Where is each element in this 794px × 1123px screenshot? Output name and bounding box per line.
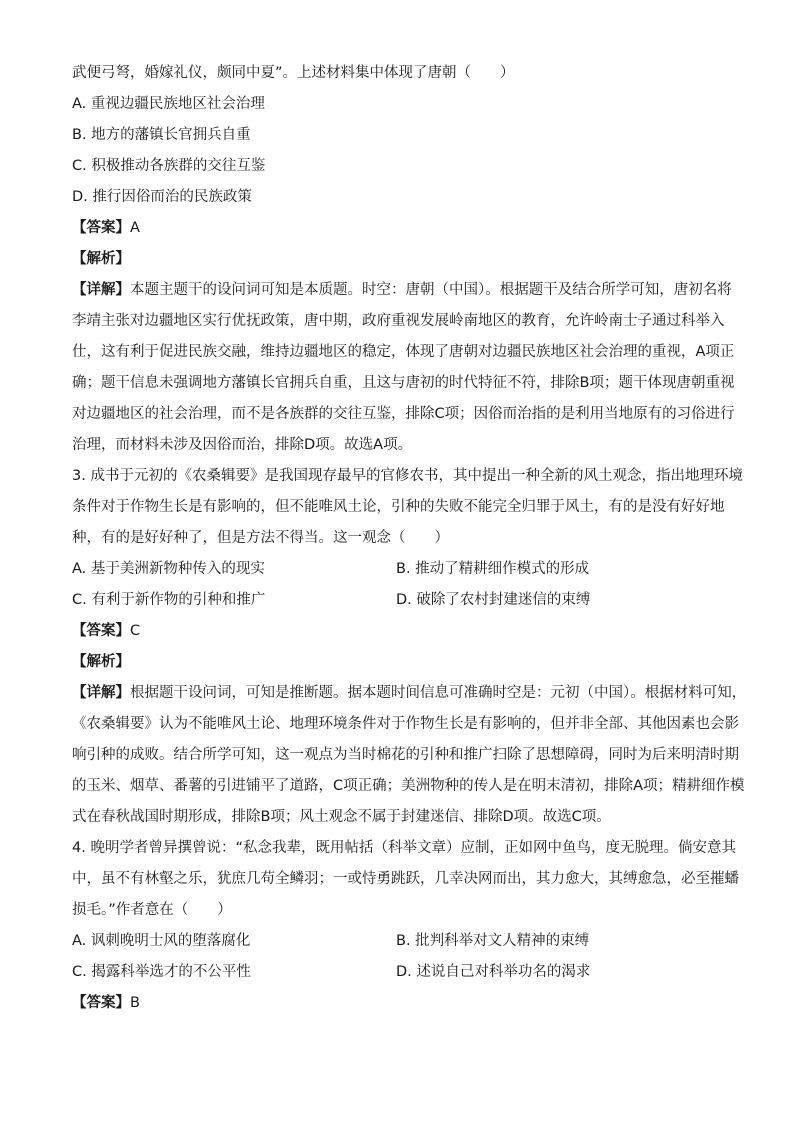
q3-option-d: D. 破除了农村封建迷信的束缚 xyxy=(396,592,591,608)
q2-option-c: C. 积极推动各族群的交往互鉴 xyxy=(72,158,266,174)
q3-detail-line: 式在春秋战国时期形成，排除B项；风土观念不属于封建迷信、排除D项。故选C项。 xyxy=(72,809,611,825)
q3-answer-tag: 【答案】 xyxy=(72,623,130,639)
q3-answer-value: C xyxy=(130,623,141,639)
q4-answer-tag: 【答案】 xyxy=(72,995,130,1011)
q4-options-row xyxy=(72,957,722,988)
q2-detail-line: 李靖主张对边疆地区实行优抚政策，唐中期，政府重视发展岭南地区的教育，允许岭南士子通过科举入 xyxy=(72,313,725,329)
q2-answer xyxy=(72,213,722,244)
document-page xyxy=(72,58,747,1019)
q2-detail-line: 【详解】本题主题干的设问词可知是本质题。时空：唐朝（中国）。根据题干及结合所学可知，唐初名将 xyxy=(72,282,732,298)
q2-option-d: D. 推行因俗而治的民族政策 xyxy=(72,189,252,205)
q3-analysis-tag: 【解析】 xyxy=(72,654,130,670)
q3-detail-tag: 【详解】 xyxy=(72,685,130,701)
q3-answer xyxy=(72,616,722,647)
q4-answer xyxy=(72,988,722,1019)
q2-answer-tag: 【答案】 xyxy=(72,220,130,236)
q2-option-a: A. 重视边疆民族地区社会治理 xyxy=(72,96,265,112)
q2-detail-tag: 【详解】 xyxy=(72,282,130,298)
q4-options-row xyxy=(72,926,722,957)
q2-stem-tail: 武便弓弩，婚嫁礼仪，颇同中夏”。上述材料集中体现了唐朝（ ） xyxy=(72,65,515,81)
q3-options-row xyxy=(72,585,722,616)
q2-detail-line: 对边疆地区的社会治理，而不是各族群的交往互鉴，排除C项；因俗而治指的是利用当地原有的习俗进行 xyxy=(72,406,735,422)
q2-detail-line: 仕，这有利于促进民族交融，维持边疆地区的稳定，体现了唐朝对边疆民族地区社会治理的重视，A项正 xyxy=(72,344,735,360)
q4-option-c: C. 揭露科举选才的不公平性 xyxy=(72,964,251,980)
q2-analysis-tag: 【解析】 xyxy=(72,251,130,267)
q3-option-c: C. 有利于新作物的引种和推广 xyxy=(72,592,266,608)
q3-detail-line: 【详解】根据题干设问词，可知是推断题。据本题时间信息可准确时空是：元初（中国）。根据材料可知， xyxy=(72,685,747,701)
q3-detail-line: 的玉米、烟草、番薯的引进铺平了道路，C项正确；美洲物种的传人是在明末清初，排除A项；精耕细作模 xyxy=(72,778,745,794)
q2-detail-line: 确；题干信息未强调地方藩镇长官拥兵自重，且这与唐初的时代特征不符，排除B项；题干体现唐朝重视 xyxy=(72,375,735,391)
q4-stem-line: 中，虽不有林壑之乐，犹庶几苟全鳞羽；一或恃勇跳跃，几幸决网而出，其力愈大，其缚愈急，必至摧蟠 xyxy=(72,871,739,887)
q3-detail-line: 响引种的成败。结合所学可知，这一观点为当时棉花的引种和推广扫除了思想障碍，同时为后来明清时期 xyxy=(72,747,739,763)
q4-option-d: D. 述说自己对科举功名的渴求 xyxy=(396,964,591,980)
q3-detail-line: 《农桑辑要》认为不能唯风土论、地理环境条件对于作物生长是有影响的，但并非全部、其他因素也会影 xyxy=(72,716,739,732)
q4-option-a: A. 讽刺晚明士风的堕落腐化 xyxy=(72,933,251,949)
q2-answer-value: A xyxy=(130,220,140,236)
q3-option-b: B. 推动了精耕细作模式的形成 xyxy=(396,561,590,577)
q3-stem-line: 种，有的是好好种了，但是方法不得当。这一观念（ ） xyxy=(72,530,449,546)
q3-options-row xyxy=(72,554,722,585)
q3-stem-line: 条件对于作物生长是有影响的，但不能唯风土论，引种的失败不能完全归罪于风土，有的是没有好好地 xyxy=(72,499,725,515)
q2-detail-line: 治理，而材料未涉及因俗而治，排除D项。故选A项。 xyxy=(72,437,413,453)
q4-option-b: B. 批判科举对文人精神的束缚 xyxy=(396,933,590,949)
q3-option-a: A. 基于美洲新物种传入的现实 xyxy=(72,561,265,577)
q4-answer-value: B xyxy=(130,995,140,1011)
q3-stem-line: 3. 成书于元初的《农桑辑要》是我国现存最早的官修农书，其中提出一种全新的风土观念，指出地理环境 xyxy=(72,468,743,484)
q4-stem-line: 损毛。”作者意在（ ） xyxy=(72,902,232,918)
q4-stem-line: 4. 晚明学者曾异撰曾说：“私念我辈，既用帖括（科举文章）应制，正如网中鱼鸟，度无脱理。倘安意其 xyxy=(72,840,736,856)
q2-option-b: B. 地方的藩镇长官拥兵自重 xyxy=(72,127,251,143)
